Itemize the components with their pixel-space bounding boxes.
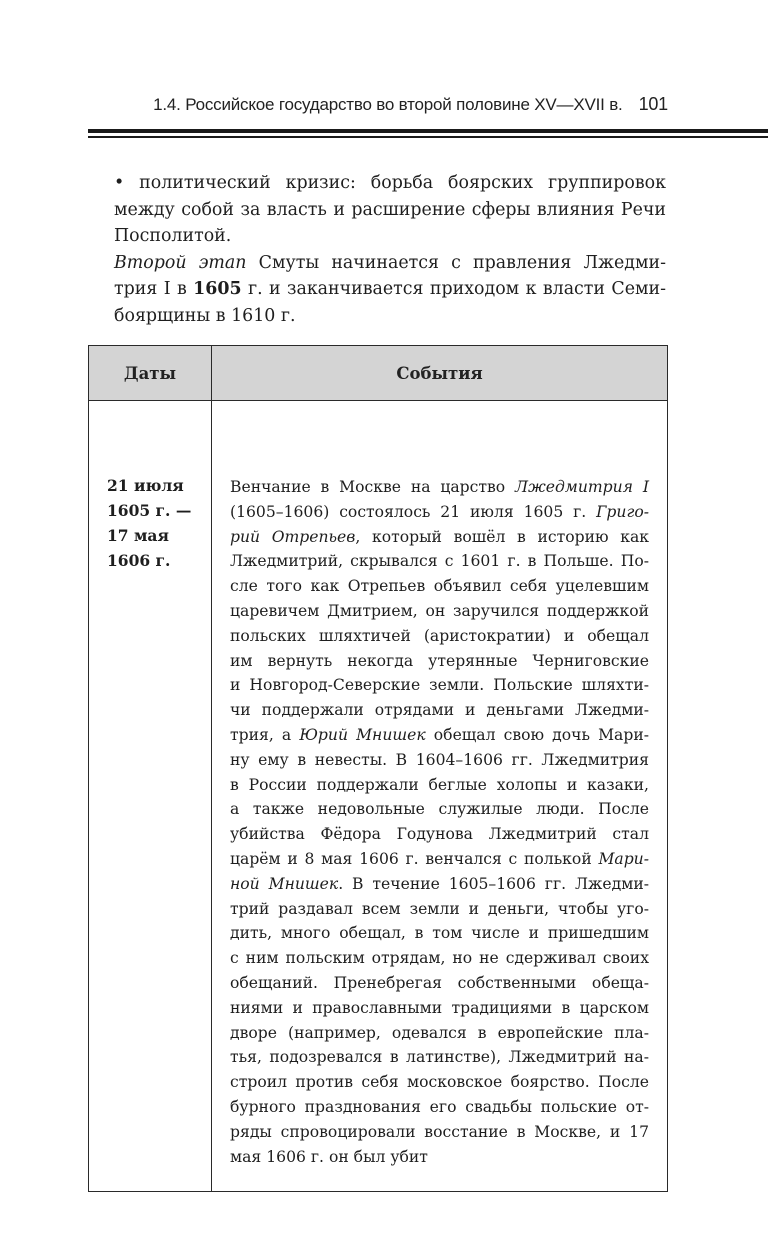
event-line: в России поддержали беглые холопы и казаки, (230, 775, 649, 794)
event-line: ниями и православными традициями в царском (230, 998, 649, 1017)
event-line: (1605–1606) состоялось 21 июля 1605 г. Григо- (230, 502, 649, 521)
event-line: Лжедмитрий, скрывался с 1601 г. в Польше. По- (230, 552, 649, 571)
event-line: с ним польским отрядам, но не сдерживал своих (230, 949, 649, 968)
table-row (89, 401, 668, 1192)
event-line: а также недовольные служилые люди. После (230, 800, 649, 819)
running-header-title: 1.4. Российское государство во второй половине XV—XVII в. (153, 95, 623, 114)
date-cell: 21 июля 1605 г. — 17 мая 1606 г. (89, 401, 212, 1192)
person-name: Лжедмитрия I (515, 478, 650, 496)
event-line: убийства Фёдора Годунова Лжедмитрий стал (230, 825, 649, 844)
paragraph-2-line-3: боярщины в 1610 г. (114, 305, 296, 326)
page-number: 101 (638, 94, 668, 114)
person-name: Мари- (598, 849, 649, 868)
event-line: и Новгород-Северские земли. Польские шляхти- (230, 676, 649, 695)
event-line: рий Отрепьев, который вошёл в историю как (230, 527, 649, 546)
event-line: мая 1606 г. он был убит (230, 1147, 428, 1166)
intro-text (114, 170, 666, 329)
event-line: ну ему в невесты. В 1604–1606 гг. Лжедмитрия (230, 750, 649, 769)
intro-line-1: • политический кризис: борьба боярских группировок (114, 173, 666, 193)
event-line: обещаний. Пренебрегая собственными обеща- (230, 973, 649, 992)
event-line: дворе (например, одевался в европейские пла- (230, 1023, 649, 1042)
events-table (88, 345, 668, 1192)
event-line: польских шляхтичей (аристократии) и обещал (230, 626, 649, 645)
event-line: трия, а Юрий Мнишек обещал свою дочь Мари- (230, 725, 649, 744)
event-line: дить, много обещал, в том числе и пришедшим (230, 924, 649, 943)
event-line: ной Мнишек. В течение 1605–1606 гг. Лжедми- (230, 874, 649, 893)
event-line: царевичем Дмитрием, он заручился поддержкой (230, 601, 649, 620)
header-rule-thin (88, 136, 768, 138)
intro-line-2: между собой за власть и расширение сферы влияния Речи (114, 199, 666, 220)
event-line: им вернуть некогда утерянные Черниговские (230, 651, 649, 670)
header-rule-thick (88, 129, 768, 133)
event-line: царём и 8 мая 1606 г. венчался с полькой Мари- (230, 849, 649, 868)
event-line: чи поддержали отрядами и деньгами Лжедми- (230, 701, 649, 720)
header-events: События (212, 346, 668, 401)
person-name: Григо- (596, 502, 649, 521)
event-cell (212, 401, 668, 1192)
event-line: бурного празднования его свадьбы польские от- (230, 1097, 649, 1116)
event-line: трий раздавал всем земли и деньги, чтобы уго- (230, 899, 649, 918)
year-1605: 1605 (193, 279, 242, 299)
paragraph-2-line-2: трия I в 1605 г. и заканчивается приходом к власти Семи- (114, 279, 666, 299)
person-name: Юрий Мнишек (299, 725, 426, 744)
event-line: тья, подозревался в латинстве), Лжедмитрий на- (230, 1048, 649, 1067)
event-line: ряды спровоцировали восстание в Москве, и 17 (230, 1122, 649, 1141)
intro-line-3: Посполитой. (114, 226, 232, 246)
event-line: сле того как Отрепьев объявил себя уцелевшим (230, 577, 649, 596)
person-name: ной Мнишек (230, 874, 339, 893)
paragraph-2-line-1: Второй этап Смуты начинается с правления Лжедми- (114, 252, 667, 273)
header-dates: Даты (89, 346, 212, 401)
person-name: рий Отрепьев (230, 527, 356, 546)
running-header (88, 94, 668, 115)
event-line: Венчание в Москве на царство Лжедмитрия I (230, 478, 650, 496)
event-line: строил против себя московское боярство. После (230, 1073, 649, 1092)
second-stage-term: Второй этап (114, 252, 247, 273)
